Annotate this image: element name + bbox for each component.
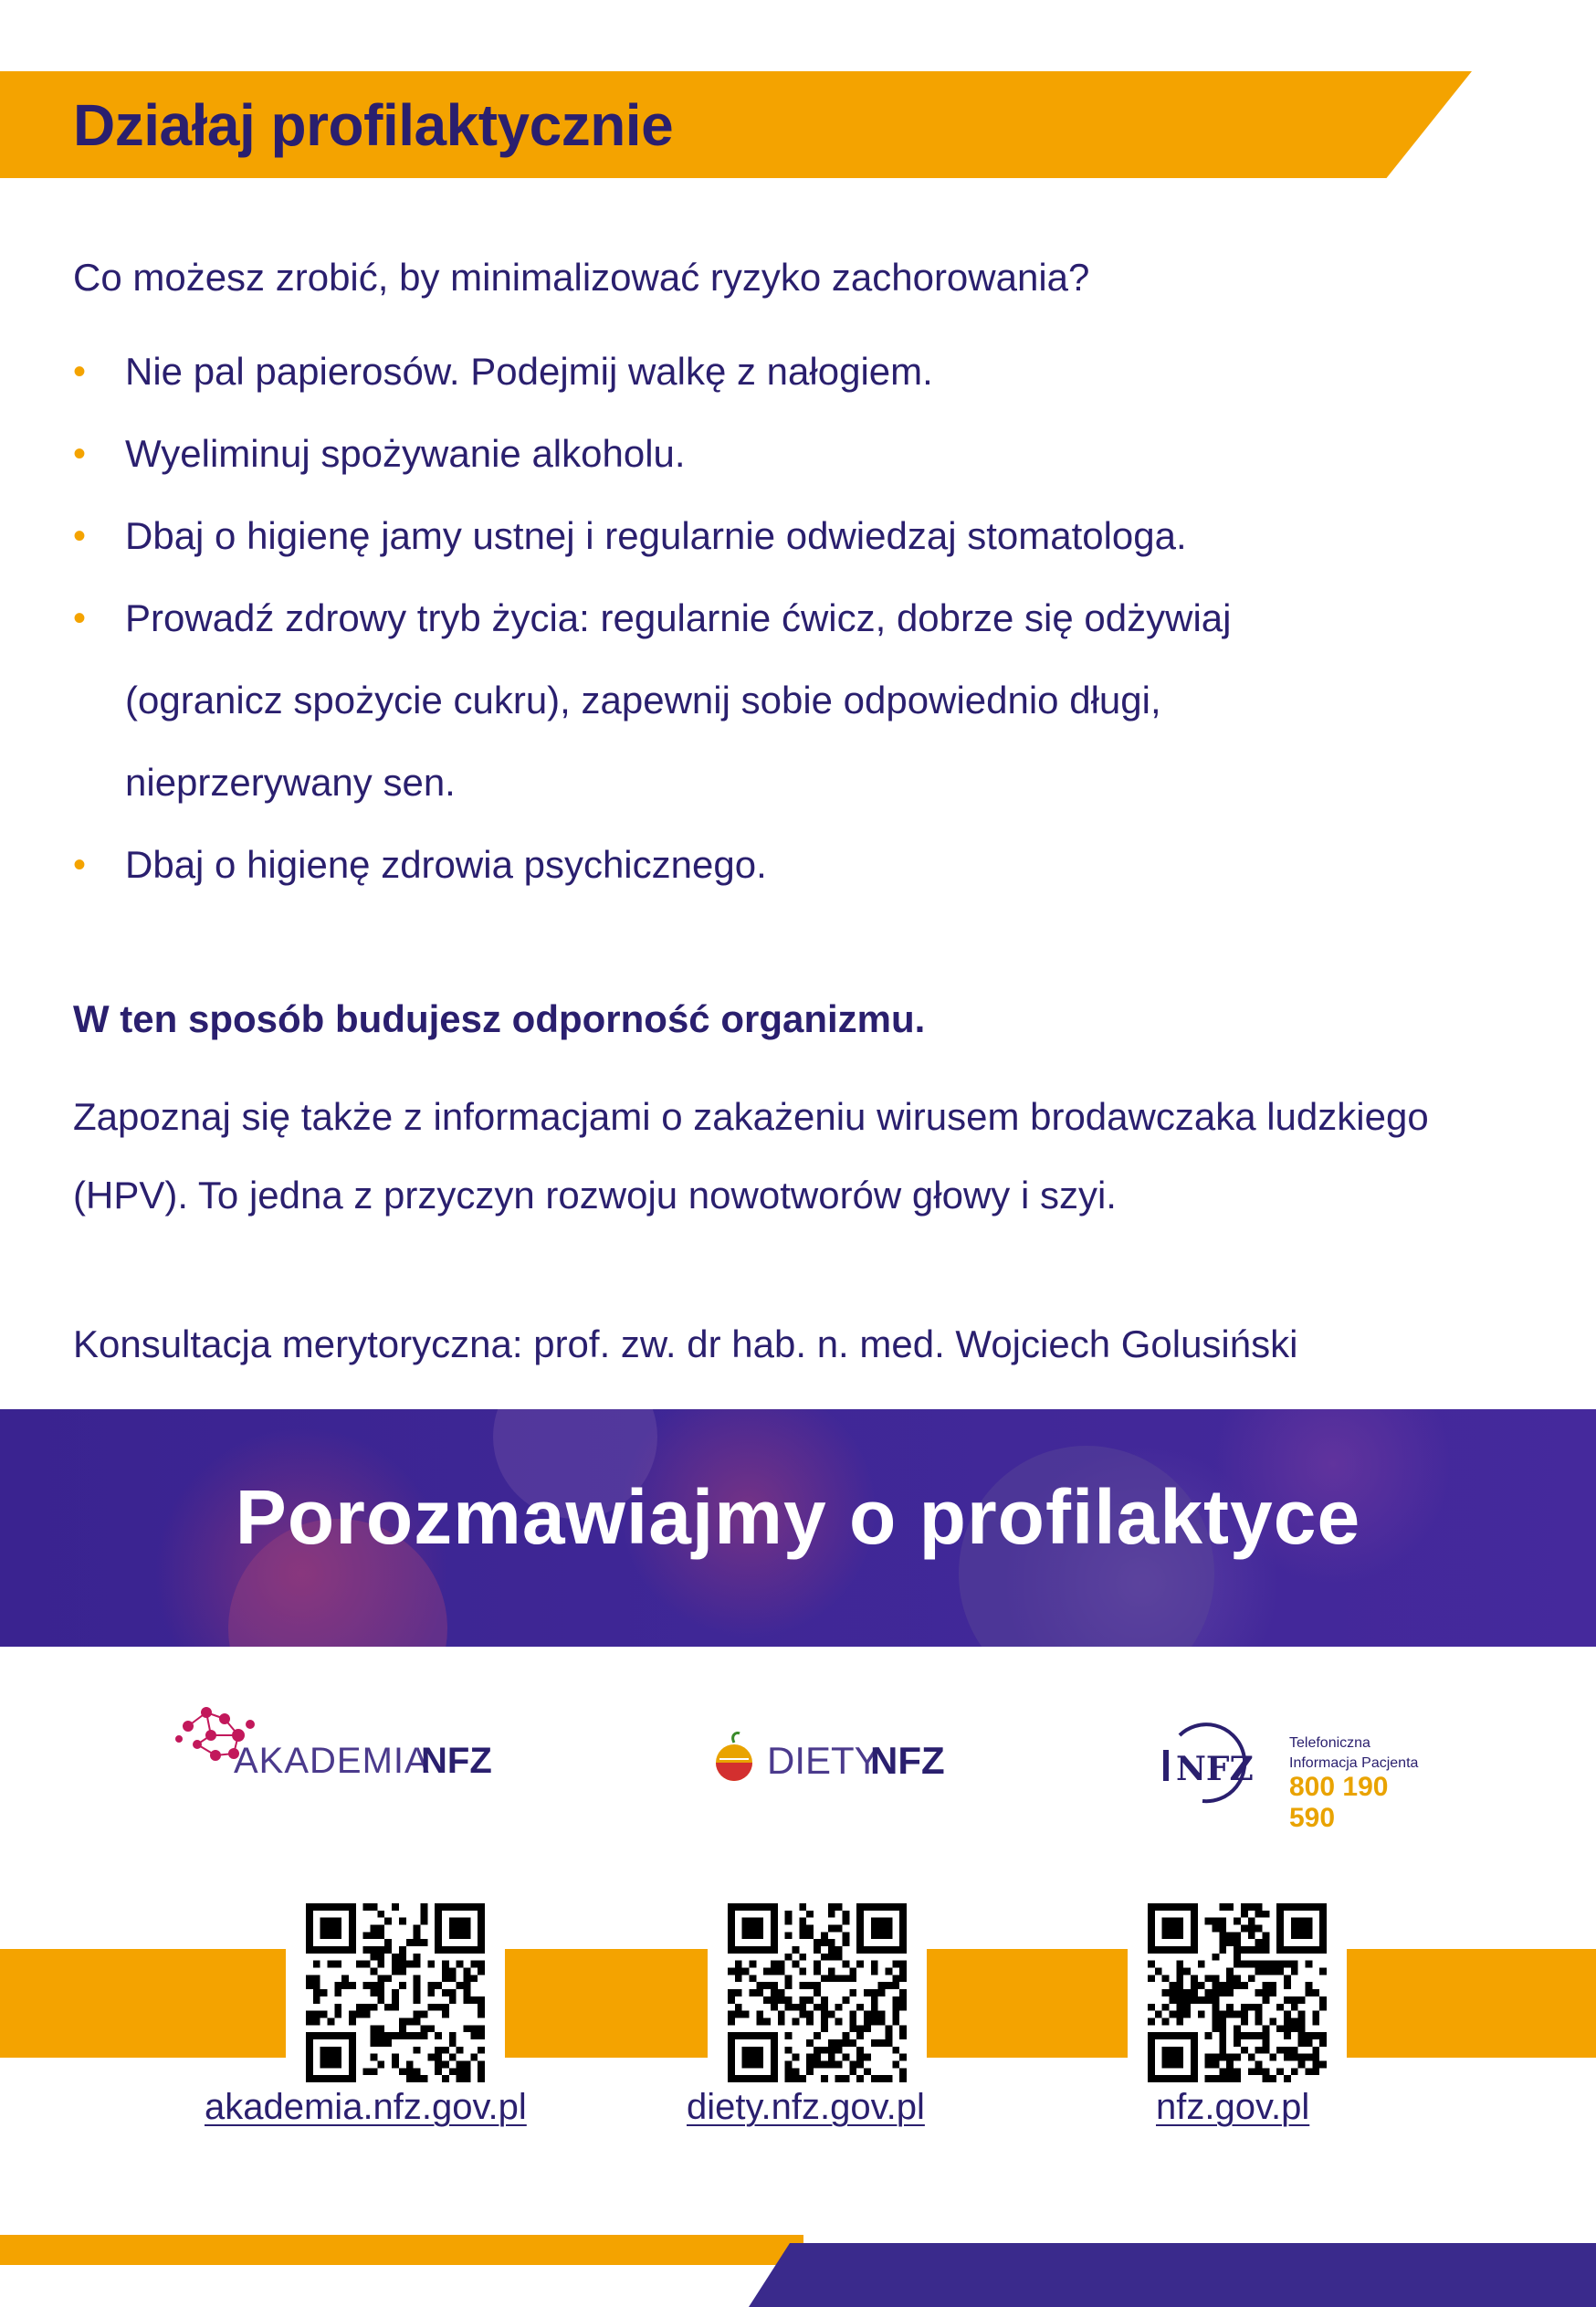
qr-code-icon: [1148, 1903, 1327, 2082]
diety-logo-nfz: NFZ: [870, 1739, 945, 1782]
akademia-nfz-logo: [170, 1699, 517, 1790]
banner-title: Porozmawiajmy o profilaktyce: [235, 1474, 1361, 1560]
qr-code-icon: [306, 1903, 485, 2082]
nfz-link[interactable]: nfz.gov.pl: [1156, 2087, 1310, 2127]
akademia-logo-nfz: NFZ: [421, 1741, 492, 1781]
akademia-qr-code[interactable]: [286, 1883, 505, 2102]
nfz-qr-code[interactable]: [1128, 1883, 1347, 2102]
intro-question: Co możesz zrobić, by minimalizować ryzyko zachorowania?: [73, 256, 1090, 299]
nfz-line1: Telefoniczna: [1289, 1735, 1370, 1751]
prevention-list: [73, 331, 1497, 906]
footer-yellow-stripe: [0, 2235, 803, 2265]
diety-link[interactable]: diety.nfz.gov.pl: [687, 2087, 925, 2127]
nfz-mark: NFZ: [1176, 1750, 1254, 1788]
diety-nfz-logo: [712, 1732, 959, 1786]
page-title: Działaj profilaktycznie: [73, 92, 674, 158]
bullet-icon: •: [73, 434, 87, 474]
bullet-icon: •: [73, 845, 87, 885]
list-item: [73, 824, 1497, 906]
emphasis-text: W ten sposób budujesz odporność organizmu.: [73, 997, 926, 1040]
list-item-text: Dbaj o higienę zdrowia psychicznego.: [125, 843, 767, 886]
apple-icon: [712, 1732, 756, 1783]
akademia-link[interactable]: akademia.nfz.gov.pl: [205, 2087, 527, 2127]
list-item: [73, 577, 1497, 824]
list-item-text: Dbaj o higienę jamy ustnej i regularnie odwiedzaj stomatologa.: [125, 514, 1187, 557]
bullet-icon: •: [73, 352, 87, 392]
list-item: [73, 331, 1497, 413]
bullet-icon: •: [73, 516, 87, 556]
nfz-line2: Informacja Pacjenta: [1289, 1755, 1419, 1771]
list-item-text: Wyeliminuj spożywanie alkoholu.: [125, 432, 686, 475]
consultation-credit: Konsultacja merytoryczna: prof. zw. dr hab. n. med. Wojciech Golusiński: [73, 1322, 1298, 1365]
list-item: [73, 495, 1497, 577]
hpv-paragraph: Zapoznaj się także z informacjami o zakażeniu wirusem brodawczaka ludzkiego (HPV). To jedna z przyczyn rozwoju nowotworów głowy i szyi.: [73, 1095, 1429, 1217]
bullet-icon: •: [73, 598, 87, 638]
nfz-tip-logo: [1161, 1717, 1435, 1833]
list-item-text: Nie pal papierosów. Podejmij walkę z nałogiem.: [125, 350, 933, 393]
campaign-banner: [0, 1409, 1596, 1647]
list-item-text: Prowadź zdrowy tryb życia: regularnie ćwicz, dobrze się odżywiaj (ogranicz spożycie cukru), zapewnij sobie odpowiednio długi, nieprzerywany sen.: [125, 596, 1232, 804]
list-item: [73, 413, 1497, 495]
akademia-logo-text: AKADEMIA: [234, 1741, 430, 1781]
nfz-phone-number: 800 190 590: [1289, 1772, 1389, 1833]
qr-code-icon: [728, 1903, 907, 2082]
diety-qr-code[interactable]: [708, 1883, 927, 2102]
footer-blue-stripe: [749, 2243, 1596, 2307]
diety-logo-text: DIETY: [767, 1739, 880, 1782]
